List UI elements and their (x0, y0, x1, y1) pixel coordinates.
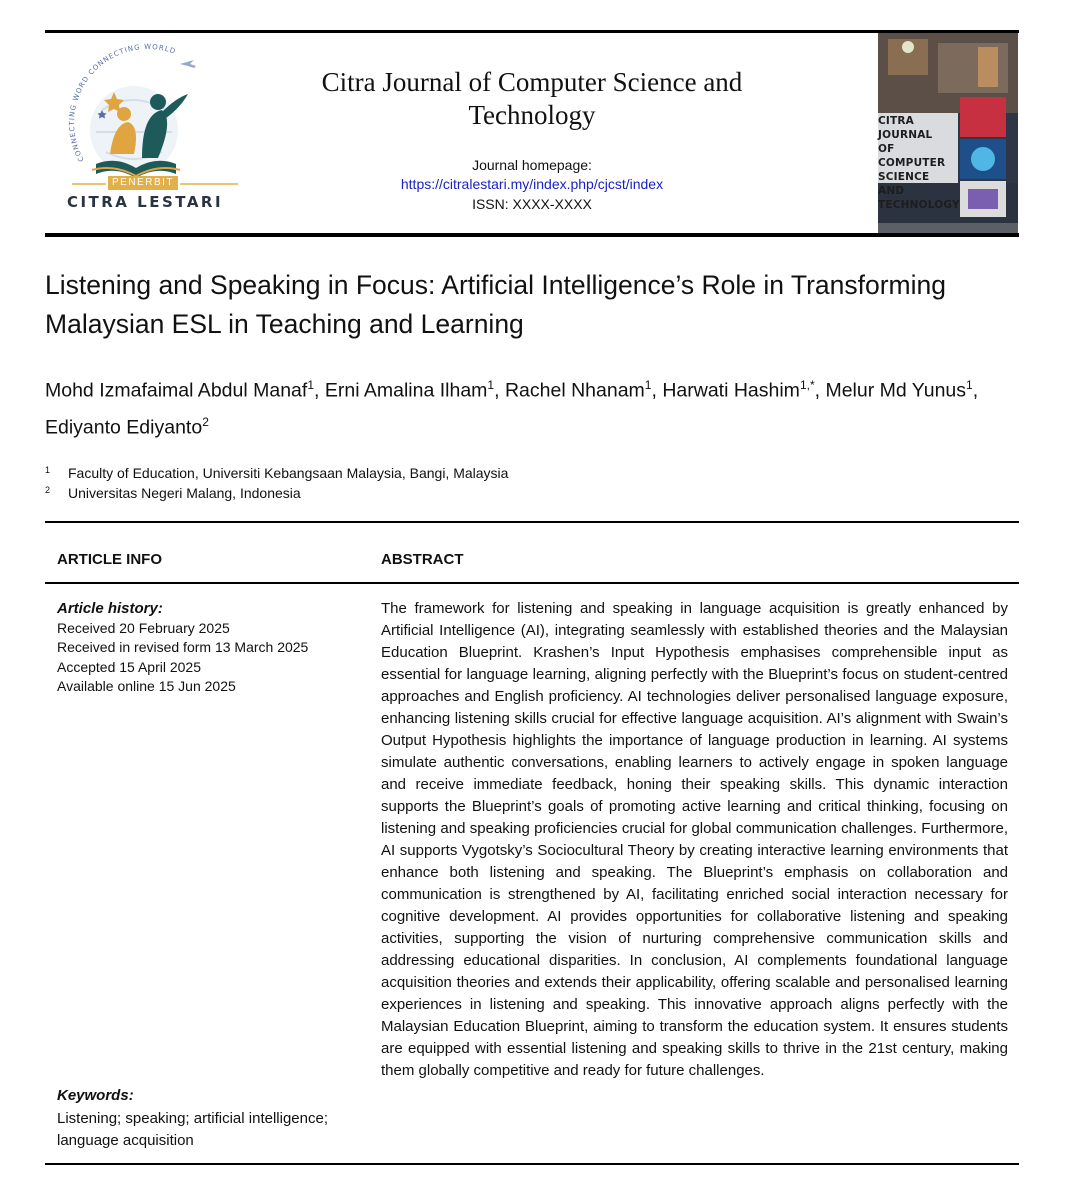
author-affil-marker: 1 (487, 378, 495, 392)
affiliation-number: 1 (45, 465, 51, 475)
keywords (57, 1085, 362, 1153)
homepage-link[interactable]: https://citralestari.my/index.php/cjcst/index (400, 176, 664, 192)
keywords-heading: Keywords: (57, 1087, 134, 1104)
article-history-heading: Article history: (57, 600, 163, 617)
author-affil-marker: 1 (644, 378, 652, 392)
issn: ISSN: XXXX-XXXX (472, 196, 592, 212)
affiliation-text: Universitas Negeri Malang, Indonesia (68, 485, 301, 501)
author-affil-marker: 1 (966, 378, 973, 392)
history-item: Received 20 February 2025 (57, 619, 230, 636)
author-affil-marker: 2 (202, 414, 209, 429)
publisher-name: CITRA LESTARI (66, 193, 224, 211)
info-heading-rule (45, 582, 1019, 584)
history-item: Accepted 15 April 2025 (57, 658, 201, 675)
history-item: Available online 15 Jun 2025 (57, 678, 236, 695)
history-item: Received in revised form 13 March 2025 (57, 639, 309, 656)
article-info-heading: ARTICLE INFO (57, 551, 162, 568)
author-name: Melur Md Yunus (825, 379, 967, 402)
abstract-text: The framework for listening and speaking in language acquisition is greatly enhanced by Artificial Intelligence (AI), integrating seamlessly with established theories and the Malaysian Education Blueprint. Krashen’s Input Hypothesis emphasises comprehensible input as essential for language learning, aligning perfectly with the Blueprint’s focus on student-centred approaches and English proficiency. AI technologies deliver personalised language exposure, enhancing listening skills crucial for effective language acquisition. AI’s alignment with Swain’s Output Hypothesis highlights the importance of language production in learning. AI systems simulate authentic conversations, enabling learners to actively engage in spoken language and receive immediate feedback, honing their speaking skills. This dynamic interaction supports the Blueprint’s goals of promoting active learning and critical thinking, focusing on listening and speaking proficiencies crucial for global communication challenges. Furthermore, AI supports Vygotsky’s Sociocultural Theory by creating interactive learning environments that enhance both listening and speaking. The Blueprint’s emphasis on collaboration and communication is strengthened by AI, facilitating enriched social interaction necessary for cognitive development. AI provides opportunities for collaborative listening and speaking activities, supporting the vision of nurturing comprehensive communication skills and addressing educational disparities. In conclusion, AI complements foundational language acquisition theories and extends their applicability, offering scalable and personalised learning experiences in listening and speaking. This innovative approach aligns perfectly with the Malaysian Education Blueprint, aiming to transform the education system. It ensures students are equipped with essential listening and speaking skills to thrive in the 21st century, making them globally competitive and ready for future challenges. (381, 600, 1008, 1079)
author-name: Rachel Nhanam (504, 379, 645, 402)
homepage-label: Journal homepage: (472, 157, 592, 173)
author-name: Mohd Izmafaimal Abdul Manaf (45, 379, 308, 402)
article-history (57, 599, 357, 697)
affiliation (45, 485, 301, 501)
article-title: Listening and Speaking in Focus: Artificial Intelligence’s Role in Transforming Malaysian ESL in Teaching and Learning (45, 270, 946, 339)
journal-title: Citra Journal of Computer Science and Technology (321, 67, 743, 130)
author-affil-marker: 1 (307, 378, 314, 392)
author-name: Erni Amalina Ilham (324, 379, 488, 402)
keywords-list: Listening; speaking; artificial intelligence; language acquisition (57, 1109, 328, 1149)
author-list: Mohd Izmafaimal Abdul Manaf$^1$, Erni Amalina Ilham$^1$, Rachel Nhanam$^1$, Harwati Hashim$^{1,*}$, Melur Md Yunus$^1$, Ediyanto Ediyanto$^2$ (45, 378, 979, 438)
info-bottom-rule (45, 1163, 1019, 1165)
affiliation-text: Faculty of Education, Universiti Kebangsaan Malaysia, Bangi, Malaysia (68, 465, 509, 481)
cover-title: CITRA JOURNAL OF COMPUTER SCIENCE AND TECHNOLOGY (878, 115, 960, 211)
header-bottom-rule (45, 233, 1019, 237)
author-name: Harwati Hashim (662, 379, 800, 402)
author-affil-marker: 1,* (799, 378, 815, 392)
affiliation-number: 2 (45, 485, 51, 495)
header-top-rule (45, 30, 1019, 33)
info-top-rule (45, 521, 1019, 523)
logo-arc-text: CONNECTING WORD CONNECTING WORLD (68, 42, 178, 163)
author-name: Ediyanto Ediyanto (45, 416, 203, 438)
abstract-heading: ABSTRACT (381, 551, 464, 568)
publisher-label: PENERBIT (108, 176, 178, 190)
affiliation (45, 465, 508, 481)
